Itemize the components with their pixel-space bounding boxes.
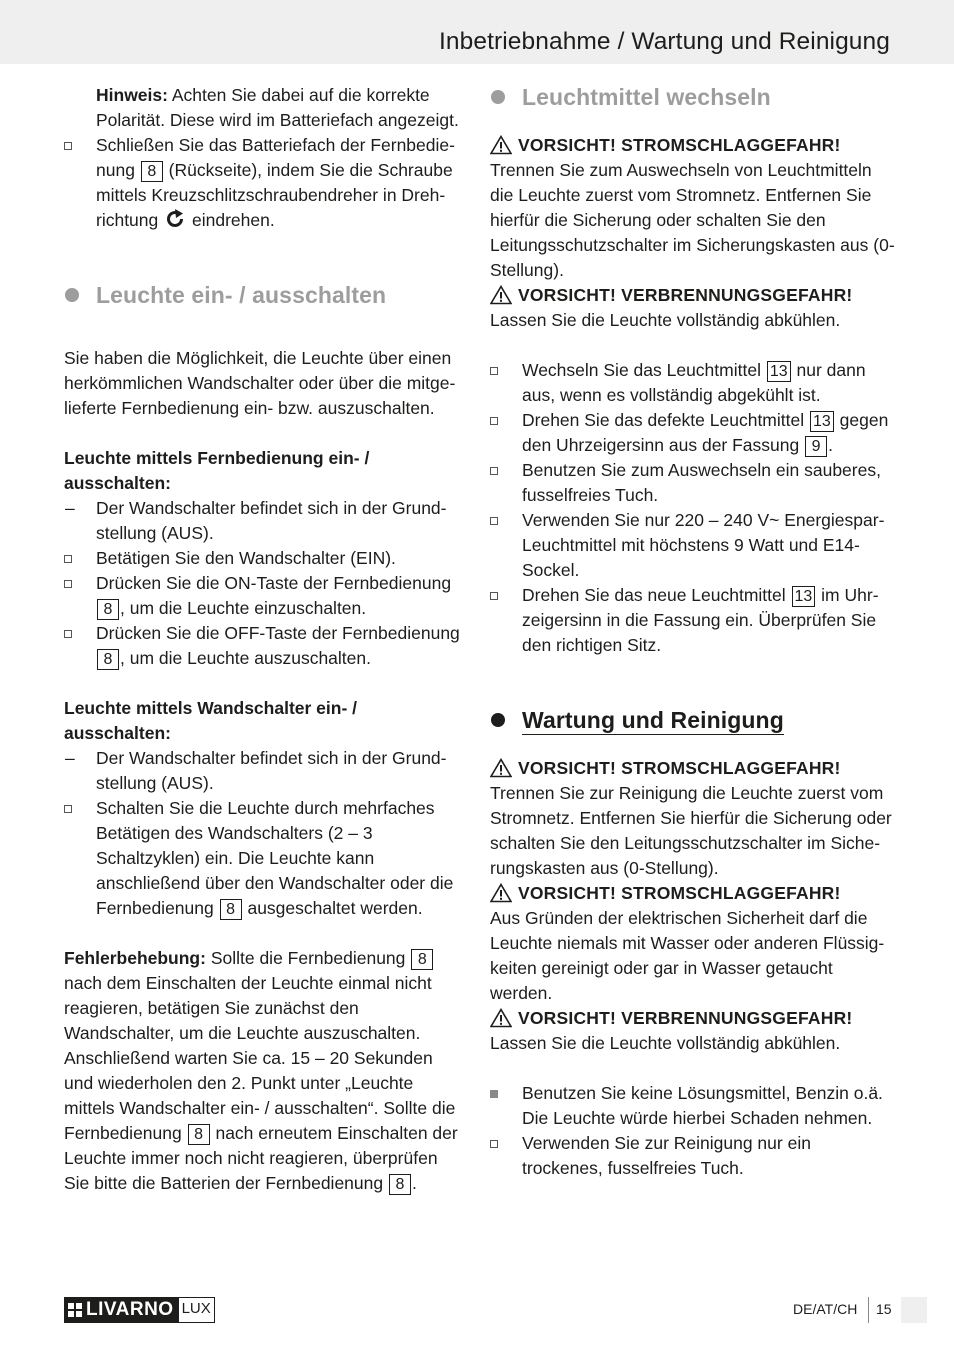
footer-tab — [901, 1297, 927, 1323]
section-dot-icon — [491, 713, 505, 727]
reference-number: 13 — [767, 361, 791, 382]
warning-triangle-icon — [490, 285, 512, 305]
reference-number: 9 — [805, 436, 827, 457]
warning-heading: VORSICHT! STROMSCHLAGGEFAHR! — [490, 756, 895, 781]
logo-mark-icon — [68, 1303, 82, 1317]
square-bullet-icon — [490, 467, 498, 475]
square-bullet-icon — [490, 1140, 498, 1148]
warning-text: Lassen Sie die Leuchte vollständig abkühlen. — [490, 310, 841, 330]
intro-paragraph: Sie haben die Möglichkeit, die Leuchte über einen herkömmlichen Wandschalter oder über die mitgelieferte Fernbedienung ein- bzw. auszuschalten. — [64, 348, 456, 418]
left-column — [64, 83, 464, 1196]
list-item: Verwenden Sie nur 220 – 240 V~ Energiespar-Leuchtmittel mit höchstens 9 Watt und E14-Sockel. — [490, 508, 895, 583]
reference-number: 8 — [97, 649, 119, 670]
warning-heading: VORSICHT! STROMSCHLAGGEFAHR! — [490, 881, 895, 906]
region-label: DE/AT/CH — [793, 1301, 858, 1317]
warning-heading: VORSICHT! VERBRENNUNGSGEFAHR! — [490, 283, 895, 308]
list-item: Verwenden Sie zur Reinigung nur ein trockenes, fusselfreies Tuch. — [490, 1131, 895, 1181]
section-heading: Wartung und Reinigung — [490, 706, 895, 734]
square-bullet-icon — [64, 555, 72, 563]
square-bullet-icon — [64, 630, 72, 638]
warning-heading: VORSICHT! VERBRENNUNGSGEFAHR! — [490, 1006, 895, 1031]
reference-number: 8 — [141, 161, 163, 182]
brand-logo — [64, 1297, 215, 1323]
reference-number: 13 — [810, 411, 834, 432]
subheading: Leuchte mittels Fernbedienung ein- / ausschalten: — [64, 448, 370, 493]
hint-text: Achten Sie dabei auf die korrekte Polarität. Diese wird im Batteriefach angezeigt. — [96, 85, 459, 130]
square-bullet-icon — [490, 592, 498, 600]
square-bullet-icon — [490, 517, 498, 525]
list-item: – Der Wandschalter befindet sich in der Grundstellung (AUS). — [65, 498, 447, 543]
list-item: Benutzen Sie zum Auswechseln ein sauberes, fusselfreies Tuch. — [490, 458, 895, 508]
dash-bullet: – — [65, 748, 75, 768]
brand-name: LIVARNO — [86, 1299, 174, 1320]
reference-number: 8 — [220, 899, 242, 920]
list-item: Drehen Sie das defekte Leuchtmittel 13 gegen den Uhrzeigersinn aus der Fassung 9 . — [490, 408, 895, 458]
footer-divider — [868, 1297, 869, 1323]
list-item: Wechseln Sie das Leuchtmittel 13 nur dann aus, wenn es vollständig abgekühlt ist. — [490, 358, 895, 408]
reference-number: 13 — [792, 586, 816, 607]
page-header — [0, 0, 954, 64]
list-item: Drücken Sie die ON-Taste der Fernbedienung 8 , um die Leuchte einzuschalten. — [64, 571, 464, 621]
clockwise-rotate-icon — [165, 209, 185, 229]
page-number: 15 — [876, 1301, 892, 1317]
page-title: Inbetriebnahme / Wartung und Reinigung — [439, 28, 890, 55]
warning-text: Trennen Sie zum Auswechseln von Leuchtmitteln die Leuchte zuerst vom Stromnetz. Entfernen Sie hierfür die Sicherung oder schalten Sie den Leitungsschutzschalter im Sicherungskasten aus (0-Stellung). — [490, 160, 895, 280]
square-bullet-icon — [64, 580, 72, 588]
hint-label: Hinweis: — [96, 85, 168, 105]
section-dot-icon — [491, 90, 505, 104]
square-bullet-icon — [64, 805, 72, 813]
troubleshooting-paragraph: Fehlerbehebung: Sollte die Fernbedienung 8 nach dem Einschalten der Leuchte einmal nicht reagieren, betätigen Sie zunächst den Wandschalter, um die Leuchte auszuschalten. Anschließend warten Sie ca. 15 – 20 Sekunden und wiederholen den 2. Punkt unter „Leuchte mittels Wandschalter ein- / ausschalten“. Sollte die Fernbedienung 8 nach erneutem Einschalten der Leuchte immer noch nicht reagieren, überprüfen Sie bitte die Batterien der Fernbedienung 8 . — [64, 948, 458, 1193]
list-item: Betätigen Sie den Wandschalter (EIN). — [64, 546, 464, 571]
dash-bullet: – — [65, 498, 75, 518]
hint-paragraph — [64, 83, 464, 133]
warning-triangle-icon — [490, 883, 512, 903]
section-heading: Leuchte ein- / ausschalten — [64, 281, 464, 309]
brand-suffix: LUX — [178, 1297, 215, 1323]
reference-number: 8 — [97, 599, 119, 620]
warning-text: Lassen Sie die Leuchte vollständig abkühlen. — [490, 1033, 841, 1053]
list-item: Benutzen Sie keine Lösungsmittel, Benzin o.ä. Die Leuchte würde hierbei Schaden nehmen. — [490, 1081, 895, 1131]
warning-triangle-icon — [490, 1008, 512, 1028]
warning-text: Aus Gründen der elektrischen Sicherheit darf die Leuchte niemals mit Wasser oder anderen Flüssigkeiten gereinigt oder gar in Wasser getaucht werden. — [490, 908, 885, 1003]
list-item: Drücken Sie die OFF-Taste der Fernbedienung 8 , um die Leuchte auszuschalten. — [64, 621, 464, 671]
list-item: – Der Wandschalter befindet sich in der Grundstellung (AUS). — [65, 748, 447, 793]
square-bullet-icon — [64, 142, 72, 150]
subheading: Leuchte mittels Wandschalter ein- / ausschalten: — [64, 698, 358, 743]
section-dot-icon — [65, 288, 79, 302]
square-bullet-icon — [490, 367, 498, 375]
list-item: Drehen Sie das neue Leuchtmittel 13 im Uhrzeigersinn in die Fassung ein. Überprüfen Sie den richtigen Sitz. — [490, 583, 895, 658]
list-item: Schließen Sie das Batteriefach der Fernbedienung 8 (Rückseite), indem Sie die Schraube mittels Kreuzschlitzschraubendreher in Drehrichtung eindrehen. — [64, 133, 464, 233]
reference-number: 8 — [411, 949, 433, 970]
square-bullet-icon — [490, 417, 498, 425]
right-column — [490, 83, 895, 1181]
warning-text: Trennen Sie zur Reinigung die Leuchte zuerst vom Stromnetz. Entfernen Sie hierfür die Sicherung oder schalten Sie den Leitungsschutzschalter im Sicherungskasten aus (0-Stellung). — [490, 783, 892, 878]
reference-number: 8 — [188, 1124, 210, 1145]
list-item: Schalten Sie die Leuchte durch mehrfaches Betätigen des Wandschalters (2 – 3 Schaltzyklen) ein. Die Leuchte kann anschließend über den Wandschalter oder die Fernbedienung 8 ausgeschaltet werden. — [64, 796, 464, 921]
reference-number: 8 — [389, 1174, 411, 1195]
filled-square-bullet-icon — [490, 1090, 498, 1098]
warning-triangle-icon — [490, 135, 512, 155]
warning-heading: VORSICHT! STROMSCHLAGGEFAHR! — [490, 133, 895, 158]
section-heading: Leuchtmittel wechseln — [490, 83, 895, 111]
warning-triangle-icon — [490, 758, 512, 778]
